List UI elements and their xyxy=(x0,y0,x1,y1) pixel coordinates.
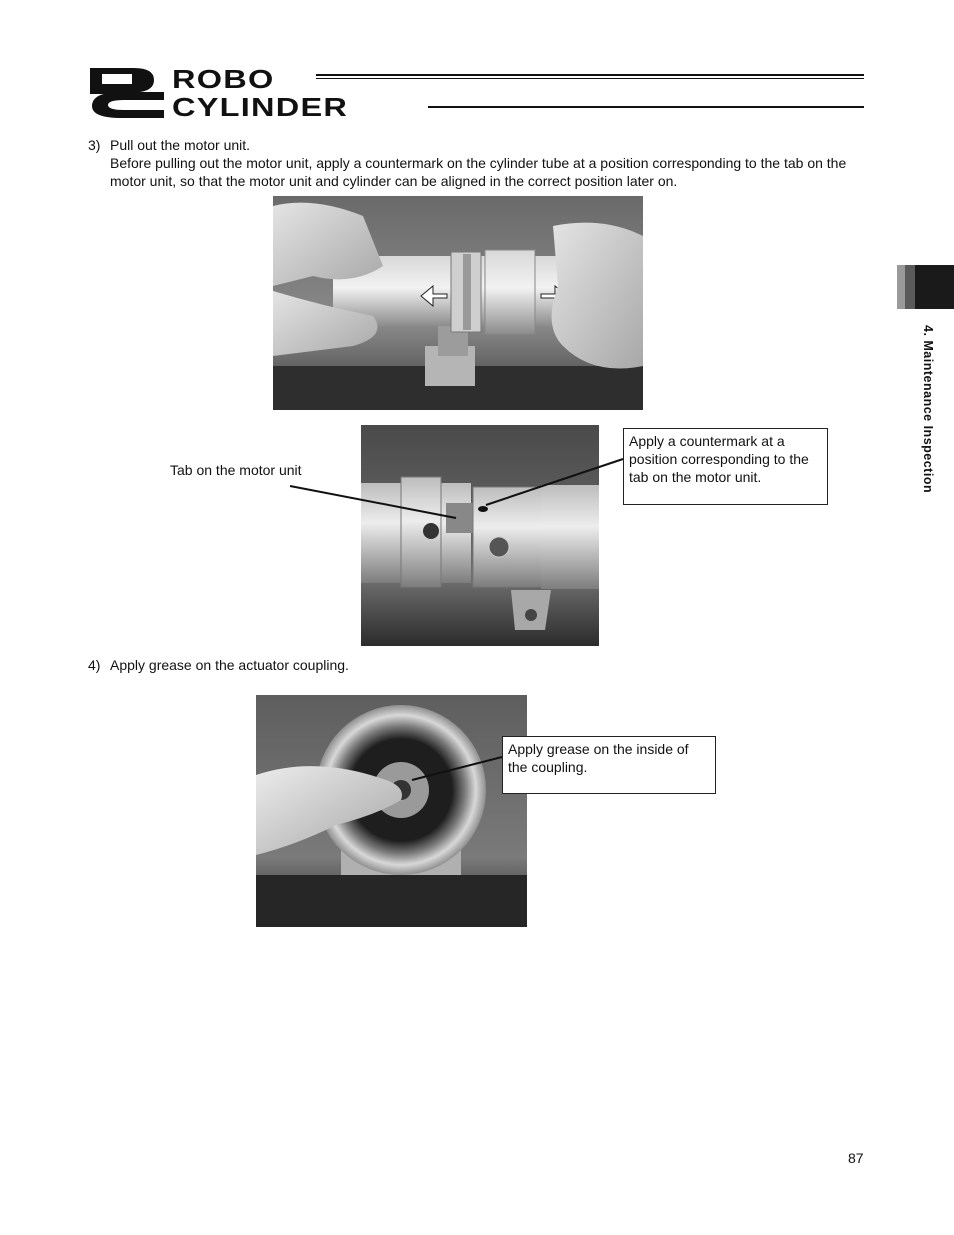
chapter-side-tab xyxy=(897,265,954,309)
step3-body: Before pulling out the motor unit, apply a countermark on the cylinder tube at a position corresponding to the tab on the motor unit, so that the motor unit and cylinder can be aligned in the correct position later on. xyxy=(110,155,847,189)
step3-title: Pull out the motor unit. xyxy=(110,137,251,153)
step3-number: 3) xyxy=(88,137,101,153)
logo-word-robo: ROBO xyxy=(172,64,275,94)
page-number: 87 xyxy=(848,1150,864,1166)
header-rule-top-thin xyxy=(316,78,864,79)
chapter-label: 4. Maintenance Inspection xyxy=(921,325,935,494)
callout-grease-inside: Apply grease on the inside of the coupling. xyxy=(502,736,716,794)
logo-word-cylinder: CYLINDER xyxy=(172,92,349,122)
step4-title: Apply grease on the actuator coupling. xyxy=(110,657,349,673)
header-rule-bottom xyxy=(428,106,864,108)
photo-tab-countermark xyxy=(361,425,599,646)
callout-countermark: Apply a countermark at a position corresponding to the tab on the motor unit. xyxy=(623,428,828,505)
label-tab-on-motor-unit: Tab on the motor unit xyxy=(170,462,302,478)
photo-pull-motor-unit xyxy=(273,196,643,410)
photo-grease-coupling xyxy=(256,695,527,927)
header-rule-top xyxy=(316,74,864,76)
rc-logo-mark-icon xyxy=(88,66,166,118)
step4-number: 4) xyxy=(88,657,101,673)
brand-logo-text xyxy=(172,64,349,122)
